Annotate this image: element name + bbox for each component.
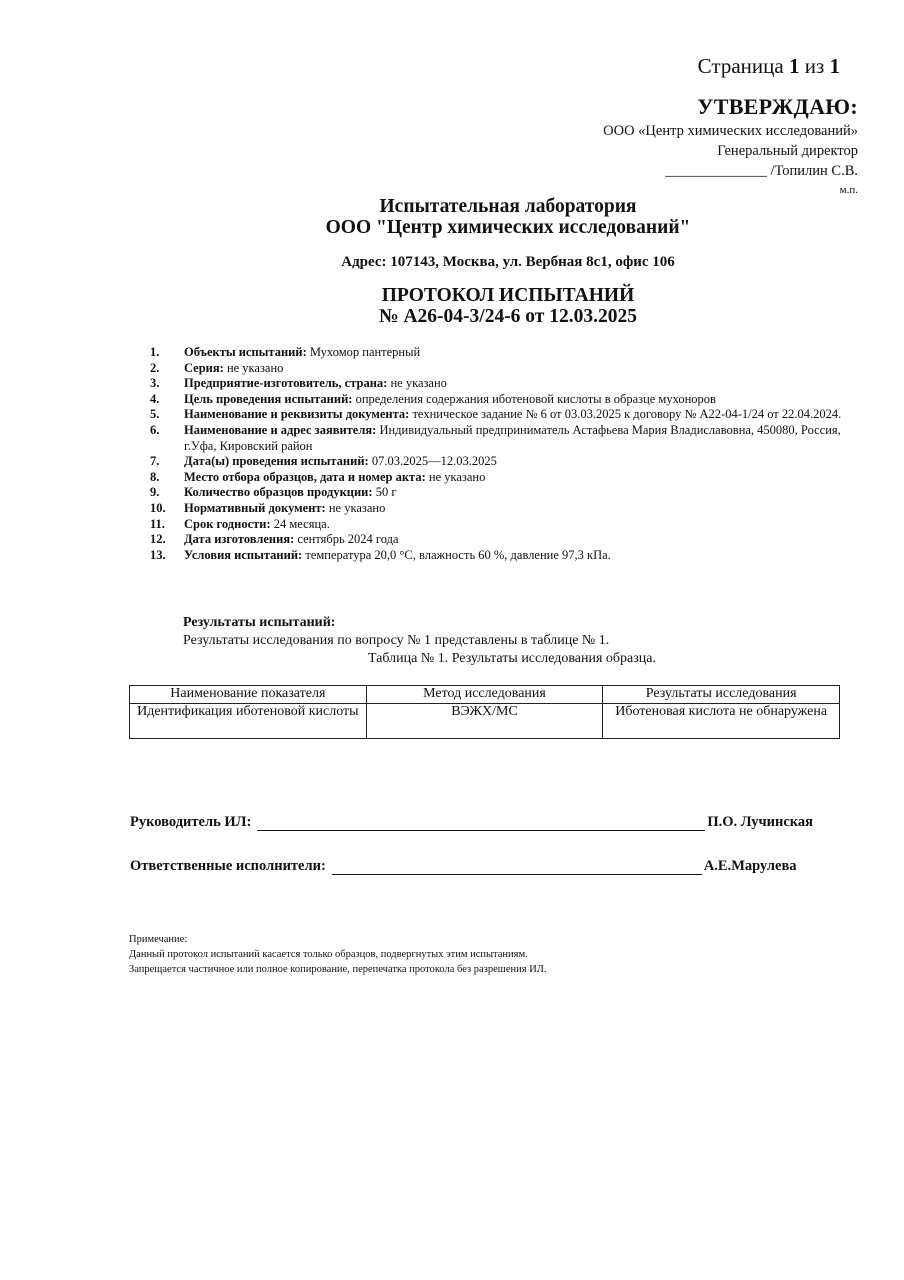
protocol-title-line1: ПРОТОКОЛ ИСПЫТАНИЙ (381, 285, 635, 306)
protocol-item (150, 407, 862, 423)
protocol-item-label: Наименование и адрес заявителя: (184, 422, 377, 437)
protocol-item-label: Предприятие-изготовитель, страна: (184, 376, 388, 391)
results-heading: Результаты испытаний: (183, 615, 336, 630)
protocol-item-label: Срок годности: (184, 516, 271, 531)
protocol-item-number: 11. (150, 516, 165, 531)
protocol-item-number: 9. (150, 485, 160, 500)
results-table-column-header: Наименование показателя (130, 686, 367, 704)
protocol-item-label: Дата изготовления: (184, 532, 295, 547)
protocol-item-label: Наименование и реквизиты документа: (184, 407, 410, 422)
protocol-item-value: не указано (425, 469, 486, 484)
protocol-item (150, 501, 862, 517)
protocol-item (150, 345, 862, 361)
protocol-item (150, 470, 862, 486)
protocol-item-value: 50 г (372, 485, 397, 500)
signature-head-label: Руководитель ИЛ: (130, 814, 252, 830)
page-number-current: 1 (788, 54, 800, 78)
approval-heading: УТВЕРЖДАЮ: (697, 94, 858, 119)
protocol-item-number: 2. (150, 360, 160, 375)
signature-executors (130, 858, 797, 875)
page-number-prefix: Страница (697, 54, 789, 78)
results-intro: Результаты исследования по вопросу № 1 представлены в таблице № 1. (183, 633, 610, 648)
protocol-item-label: Условия испытаний: (184, 547, 303, 562)
signature-executors-label: Ответственные исполнители: (130, 858, 326, 874)
note-line-2: Запрещается частичное или полное копирование, перепечатка протокола без разрешения ИЛ. (129, 964, 547, 975)
protocol-item-value: сентябрь 2024 года (294, 532, 399, 547)
results-table (129, 685, 840, 739)
protocol-item-value: температура 20,0 °С, влажность 60 %, давление 97,3 кПа. (302, 547, 611, 562)
table-cell: ВЭЖХ/МС (366, 704, 603, 739)
results-table-body (130, 704, 840, 739)
table-cell: Иботеновая кислота не обнаружена (603, 704, 840, 739)
protocol-items-list (150, 345, 862, 563)
protocol-item (150, 517, 862, 533)
protocol-item (150, 548, 862, 564)
protocol-item-number: 12. (150, 532, 166, 547)
protocol-item-value: 07.03.2025—12.03.2025 (368, 454, 497, 469)
signature-executors-line (332, 860, 702, 875)
approval-position: Генеральный директор (717, 143, 858, 159)
protocol-item-number: 6. (150, 422, 160, 437)
approval-signature: ______________ /Топилин С.В. (665, 163, 858, 179)
results-table-header (130, 686, 840, 704)
protocol-item-number: 10. (150, 500, 166, 515)
signature-executors-name: А.Е.Марулева (703, 858, 797, 874)
protocol-item-number: 1. (150, 345, 160, 359)
protocol-item-value: 24 месяца. (270, 516, 330, 531)
protocol-item-number: 5. (150, 407, 160, 422)
page-number (698, 54, 840, 79)
table-caption: Таблица № 1. Результаты исследования образца. (367, 651, 657, 666)
protocol-item-label: Место отбора образцов, дата и номер акта: (184, 469, 426, 484)
page-number-total: 1 (829, 54, 840, 78)
protocol-item (150, 454, 862, 470)
protocol-item-value: Мухомор пантерный (306, 345, 421, 359)
lab-title (0, 196, 904, 238)
protocol-item (150, 361, 862, 377)
protocol-item-value: не указано (325, 500, 386, 515)
protocol-item-label: Дата(ы) проведения испытаний: (184, 454, 369, 469)
protocol-item-label: Объекты испытаний: (184, 345, 307, 359)
protocol-item-label: Количество образцов продукции: (184, 485, 373, 500)
protocol-item-value: техническое задание № 6 от 03.03.2025 к договору № А22-04-1/24 от 22.04.2024. (409, 407, 842, 422)
protocol-item-label: Серия: (184, 360, 224, 375)
protocol-item-number: 3. (150, 376, 160, 391)
protocol-item (150, 423, 862, 454)
protocol-item-number: 4. (150, 391, 160, 406)
approval-org: ООО «Центр химических исследований» (603, 123, 858, 139)
note-title: Примечание: (129, 934, 188, 945)
protocol-item-number: 13. (150, 547, 166, 562)
approval-stamp-mark: м.п. (839, 184, 858, 196)
lab-title-line2: ООО "Центр химических исследований" (325, 217, 691, 238)
protocol-item-value: определения содержания иботеновой кислоты в образце мухоноров (352, 391, 716, 406)
results-table-column-header: Результаты исследования (603, 686, 840, 704)
note (129, 932, 547, 977)
note-line-1: Данный протокол испытаний касается только образцов, подвергнутых этим испытаниям. (129, 949, 528, 960)
protocol-item-value: не указано (223, 360, 284, 375)
protocol-title (0, 285, 904, 327)
protocol-item-label: Цель проведения испытаний: (184, 391, 353, 406)
lab-title-line1: Испытательная лаборатория (379, 196, 637, 217)
table-row (130, 704, 840, 739)
protocol-item-number: 8. (150, 469, 160, 484)
protocol-item-number: 7. (150, 454, 160, 469)
signature-head (130, 814, 813, 831)
protocol-number: № А26-04-3/24-6 от 12.03.2025 (378, 306, 638, 327)
protocol-item (150, 392, 862, 408)
protocol-item-value: не указано (387, 376, 447, 391)
table-cell: Идентификация иботеновой кислоты (130, 704, 367, 739)
protocol-item (150, 532, 862, 548)
results-table-column-header: Метод исследования (366, 686, 603, 704)
protocol-item (150, 485, 862, 501)
page-number-middle: из (799, 54, 830, 78)
signature-head-name: П.О. Лучинская (707, 814, 813, 830)
protocol-item (150, 376, 862, 392)
lab-address: Адрес: 107143, Москва, ул. Вербная 8с1, офис 106 (341, 254, 675, 270)
signature-head-line (257, 816, 705, 831)
protocol-item-label: Нормативный документ: (184, 500, 326, 515)
protocol-item-value: Индивидуальный предприниматель Астафьева Мария Владиславовна, 450080, Россия, г.Уфа, Кировский район (184, 422, 841, 453)
